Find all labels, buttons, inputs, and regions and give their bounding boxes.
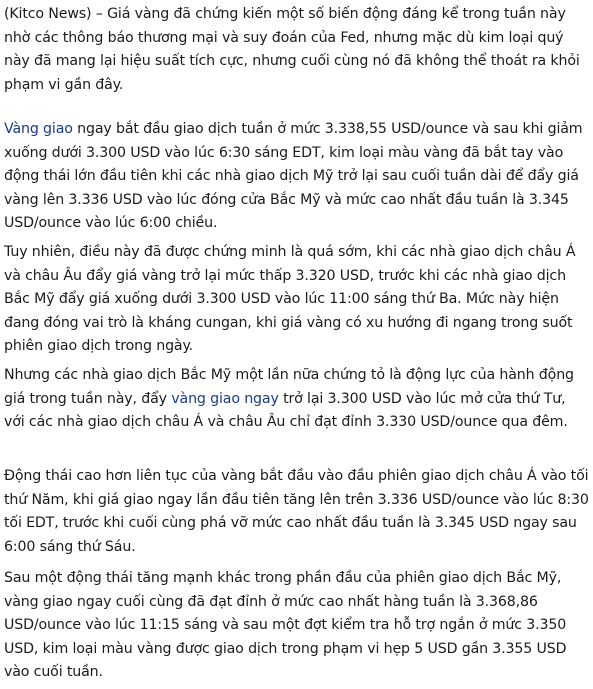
paragraph-4 [4,364,589,435]
spot-gold-inline-link[interactable]: vàng giao ngay [171,390,279,407]
paragraph-2-text: ngay bắt đầu giao dịch tuần ở mức 3.338,55 USD/ounce và sau khi giảm xuống dưới 3.300 USD vào lúc 6:30 sáng EDT, kim loại màu vàng đã bắt tay vào động thái lớn đầu tiên khi các nhà giao dịch Mỹ trở lại sau cuối tuần dài để đẩy giá vàng lên 3.336 USD vào lúc đóng cửa Bắc Mỹ và mức cao nhất đầu tuần là 3.345 USD/ounce vào lúc 6:00 chiều. [4,121,583,231]
paragraph-6-text: Sau một động thái tăng mạnh khác trong phần đầu của phiên giao dịch Bắc Mỹ, vàng giao ngay cuối cùng đã đạt đỉnh ở mức cao nhất hàng tuần là 3.368,86 USD/ounce vào lúc 11:15 sáng và sau một đợt kiểm tra hỗ trợ ngắn ở mức 3.350 USD, kim loại màu vàng được giao dịch trong phạm vi hẹp 5 USD gần 3.355 USD vào cuối tuần. [4,570,567,680]
spot-gold-link[interactable]: Vàng giao [4,121,73,137]
paragraph-3-text: Tuy nhiên, điều này đã được chứng minh là quá sớm, khi các nhà giao dịch châu Á và châu Âu đẩy giá vàng trở lại mức thấp 3.320 USD, trước khi các nhà giao dịch Bắc Mỹ đẩy giá xuống dưới 3.300 USD vào lúc 11:00 sáng thứ Ba. Mức này hiện đang đóng vai trò là kháng cungan, khi giá vàng có xu hướng đi ngang trong suốt phiên giao dịch trong ngày. [4,244,576,354]
paragraph-5 [4,465,589,559]
paragraph-3 [4,241,589,359]
paragraph-6 [4,567,589,685]
paragraph-1-text: (Kitco News) – Giá vàng đã chứng kiến một số biến động đáng kể trong tuần này nhờ các thông báo thương mại và suy đoán của Fed, nhưng mặc dù kim loại quý này đã mang lại hiệu suất tích cực, nhưng cuối cùng nó đã không thể thoát ra khỏi phạm vi gần đây. [4,6,580,93]
paragraph-4-text: trở lại 3.300 USD vào lúc mở cửa thứ Tư, với các nhà giao dịch châu Á và châu Âu chỉ đạt đỉnh 3.330 USD/ounce qua đêm. [4,390,568,430]
paragraph-2 [4,118,589,236]
paragraph-4-lead: Nhưng các nhà giao dịch Bắc Mỹ một lần nữa chứng tỏ là động lực của hành động giá trong tuần này, đẩy [4,367,574,407]
paragraph-1 [4,3,589,97]
paragraph-5-text: Động thái cao hơn liên tục của vàng bắt đầu vào đầu phiên giao dịch châu Á vào tối thứ Năm, khi giá giao ngay lần đầu tiên tăng lên trên 3.336 USD/ounce vào lúc 8:30 tối EDT, trước khi cuối cùng phá vỡ mức cao nhất đầu tuần là 3.345 USD ngay sau 6:00 sáng thứ Sáu. [4,468,589,555]
